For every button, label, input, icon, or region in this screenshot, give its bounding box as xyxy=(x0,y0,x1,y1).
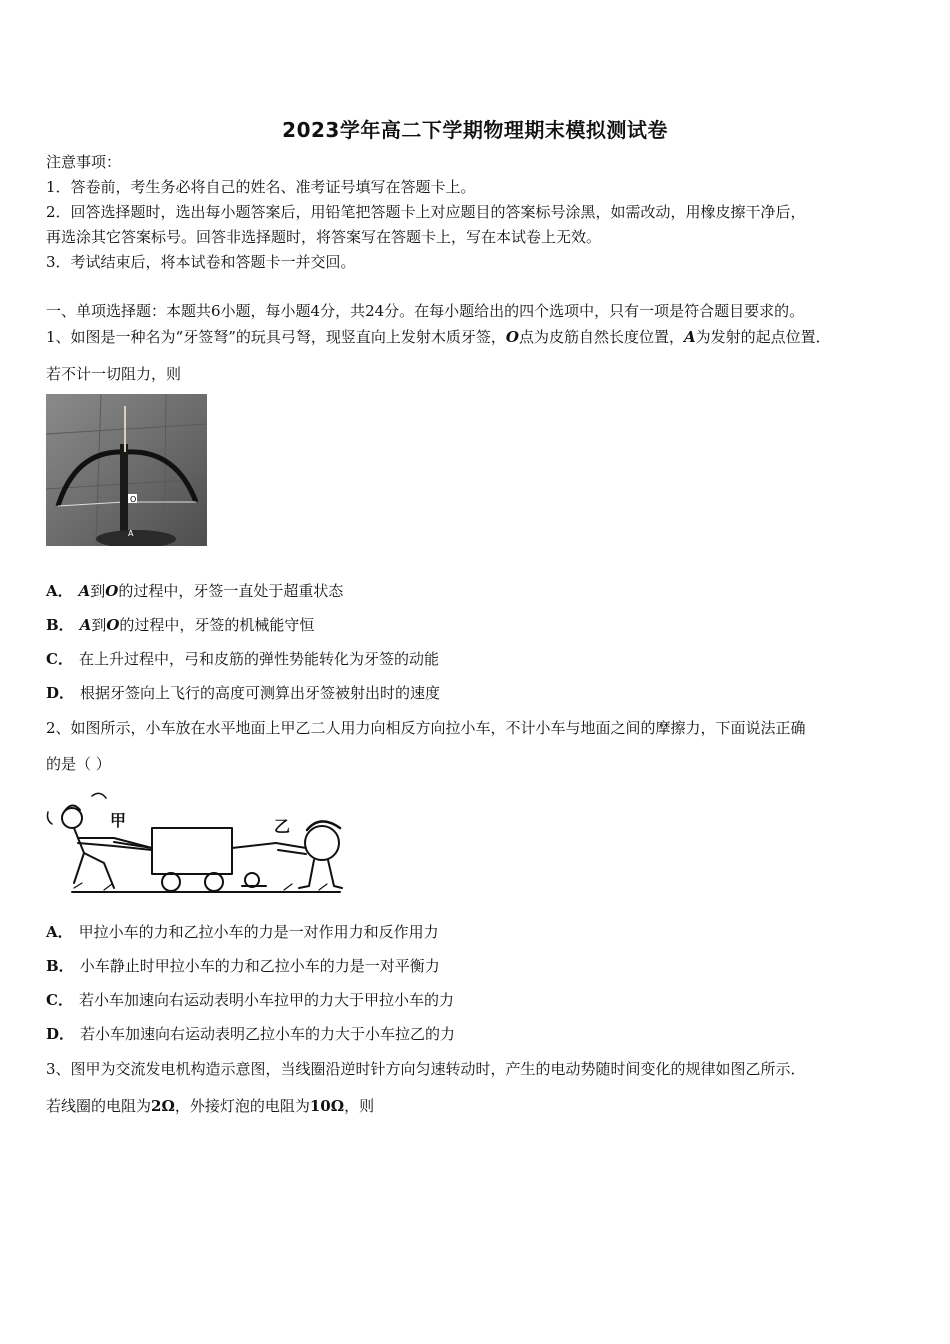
q3-stem-part: ，外接灯泡的电阻为 xyxy=(174,1097,310,1115)
q3-stem-part: ，则 xyxy=(344,1097,375,1115)
option-letter: D． xyxy=(46,684,75,702)
crossbow-photo xyxy=(46,394,207,546)
question-1-stem xyxy=(46,327,831,347)
exam-title: 2023学年高二下学期物理期末模拟测试卷 xyxy=(282,118,668,142)
q1-var-a: A xyxy=(683,328,696,346)
q1-option-c xyxy=(46,649,439,669)
q1-stem-part: 为发射的起点位置． xyxy=(695,328,831,346)
q1-stem-part: 点为皮筋自然长度位置， xyxy=(518,328,684,346)
cart-tug-cartoon xyxy=(44,788,344,898)
option-letter: A． xyxy=(46,923,73,941)
section-heading: 一、单项选择题：本题共6小题，每小题4分，共24分。在每小题给出的四个选项中，只有一项是符合题目要求的。 xyxy=(46,302,805,320)
notice-item: 1．答卷前，考生务必将自己的姓名、准考证号填写在答题卡上。 xyxy=(46,178,476,196)
notice-heading: 注意事项： xyxy=(46,153,122,171)
q2-option-c xyxy=(46,990,454,1010)
q2-option-b xyxy=(46,956,440,976)
option-text: 小车静止时甲拉小车的力和乙拉小车的力是一对平衡力 xyxy=(79,957,440,975)
option-text: 甲拉小车的力和乙拉小车的力是一对作用力和反作用力 xyxy=(78,923,439,941)
question-2-stem: 2、如图所示，小车放在水平地面上甲乙二人用力向相反方向拉小车，不计小车与地面之间的摩擦力，下面说法正确 xyxy=(46,719,806,737)
option-var: O xyxy=(105,582,119,600)
option-var: O xyxy=(106,616,120,634)
notice-item: 再选涂其它答案标号。回答非选择题时，将答案写在答题卡上，写在本试卷上无效。 xyxy=(46,228,602,246)
q1-option-a xyxy=(46,581,343,601)
option-text: 若小车加速向右运动表明乙拉小车的力大于小车拉乙的力 xyxy=(80,1025,456,1043)
option-letter: A． xyxy=(46,582,73,600)
label-yi: 乙 xyxy=(274,817,291,836)
label-o: O xyxy=(130,495,137,504)
notice-item: 3．考试结束后，将本试卷和答题卡一并交回。 xyxy=(46,253,356,271)
option-text: 到 xyxy=(91,616,107,634)
option-letter: B． xyxy=(46,616,74,634)
q3-stem-part: 若线圈的电阻为 xyxy=(46,1097,152,1115)
option-letter: C． xyxy=(46,991,73,1009)
q3-resistance-coil: 2Ω xyxy=(151,1097,175,1115)
option-text: 若小车加速向右运动表明小车拉甲的力大于甲拉小车的力 xyxy=(78,991,454,1009)
q1-option-d xyxy=(46,683,440,703)
crossbow-photo-drawing xyxy=(46,394,207,546)
q1-stem-part: 1、如图是一种名为“牙签弩”的玩具弓弩，现竖直向上发射木质牙签， xyxy=(46,328,506,346)
question-3-stem: 3、图甲为交流发电机构造示意图，当线圈沿逆时针方向匀速转动时，产生的电动势随时间变化的规律如图乙所示． xyxy=(46,1060,806,1078)
q2-option-a xyxy=(46,922,439,942)
option-text: 根据牙签向上飞行的高度可测算出牙签被射出时的速度 xyxy=(80,684,441,702)
cart-tug-drawing xyxy=(44,788,344,898)
option-text: 在上升过程中，弓和皮筋的弹性势能转化为牙签的动能 xyxy=(78,650,439,668)
label-jia: 甲 xyxy=(110,811,127,830)
q1-var-o: O xyxy=(505,328,519,346)
question-1-stem-line2: 若不计一切阻力，则 xyxy=(46,365,182,383)
question-3-stem-line2 xyxy=(46,1096,374,1116)
q3-resistance-bulb: 10Ω xyxy=(309,1097,345,1115)
option-letter: D． xyxy=(46,1025,75,1043)
option-var: A xyxy=(78,582,91,600)
option-letter: C． xyxy=(46,650,73,668)
option-text: 到 xyxy=(90,582,106,600)
option-letter: B． xyxy=(46,957,74,975)
label-a: A xyxy=(128,529,134,538)
question-2-stem-line2: 的是（ ） xyxy=(46,755,111,773)
q2-option-d xyxy=(46,1024,455,1044)
notice-item: 2．回答选择题时，选出每小题答案后，用铅笔把答题卡上对应题目的答案标号涂黑，如需改动，用橡皮擦干净后， xyxy=(46,203,806,221)
option-text: 的过程中，牙签的机械能守恒 xyxy=(119,616,315,634)
option-text: 的过程中，牙签一直处于超重状态 xyxy=(118,582,344,600)
option-var: A xyxy=(79,616,92,634)
q1-option-b xyxy=(46,615,314,635)
